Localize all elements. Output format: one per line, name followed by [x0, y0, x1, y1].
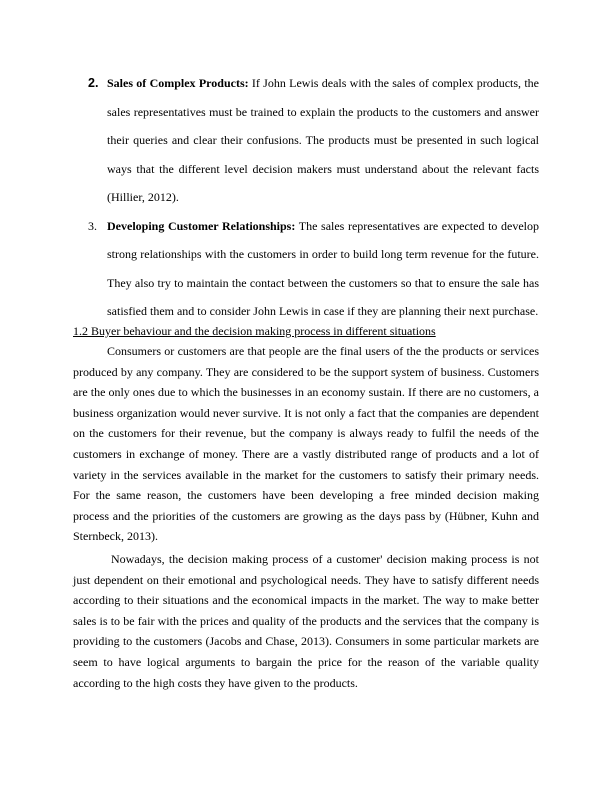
list-item-number: 3. — [88, 218, 97, 233]
list-item — [73, 69, 539, 212]
body-paragraph: Consumers or customers are that people are the final users of the the products or services produced by any company. They are considered to be the support system of business. Customers are the only ones due to which the businesses in an economy sustain. If there are no customers, a business organization would never survive. It is not only a fact that the companies are dependent on the customers for their revenue, but the company is always ready to fulfil the needs of the customers in exchange of money. There are a vastly distributed range of products and a lot of variety in the services available in the market for the customers to satisfy their primary needs. For the same reason, the customers have been developing a free minded decision making process and the priorities of the customers are growing as the days pass by (Hübner, Kuhn and Sternbeck, 2013). — [73, 344, 539, 544]
list-item — [73, 212, 539, 326]
list-item-text: The sales representatives are expected to develop strong relationships with the customers in order to build long term revenue for the future. They also try to maintain the contact between the customers so that to ensure the sale has satisfied them and to consider John Lewis in case if they are planning their next purchase. — [107, 218, 539, 318]
numbered-list — [73, 69, 539, 326]
list-item-lead: Developing Customer Relationships: — [107, 218, 296, 233]
list-item-number: 2. — [88, 76, 99, 90]
list-item-text: If John Lewis deals with the sales of complex products, the sales representatives must be trained to explain the products to the customers and answer their queries and clear their confusions. The products must be presented in such logical ways that the different level decision makers must understand about the relevant facts (Hillier, 2012). — [107, 76, 539, 204]
section-heading: 1.2 Buyer behaviour and the decision making process in different situations — [73, 324, 436, 338]
section-buyer-behaviour — [73, 324, 539, 693]
body-paragraph: Nowadays, the decision making process of a customer' decision making process is not just dependent on their emotional and psychological needs. They have to satisfy different needs according to their situations and the economical impacts in the market. The way to make better sales is to be fair with the prices and quality of the products and the services that the company is providing to the customers (Jacobs and Chase, 2013). Consumers in some particular markets are seem to have logical arguments to bargain the price for the reason of the variable quality according to the high costs they have given to the products. — [73, 551, 539, 690]
list-item-lead: Sales of Complex Products: — [107, 76, 249, 90]
